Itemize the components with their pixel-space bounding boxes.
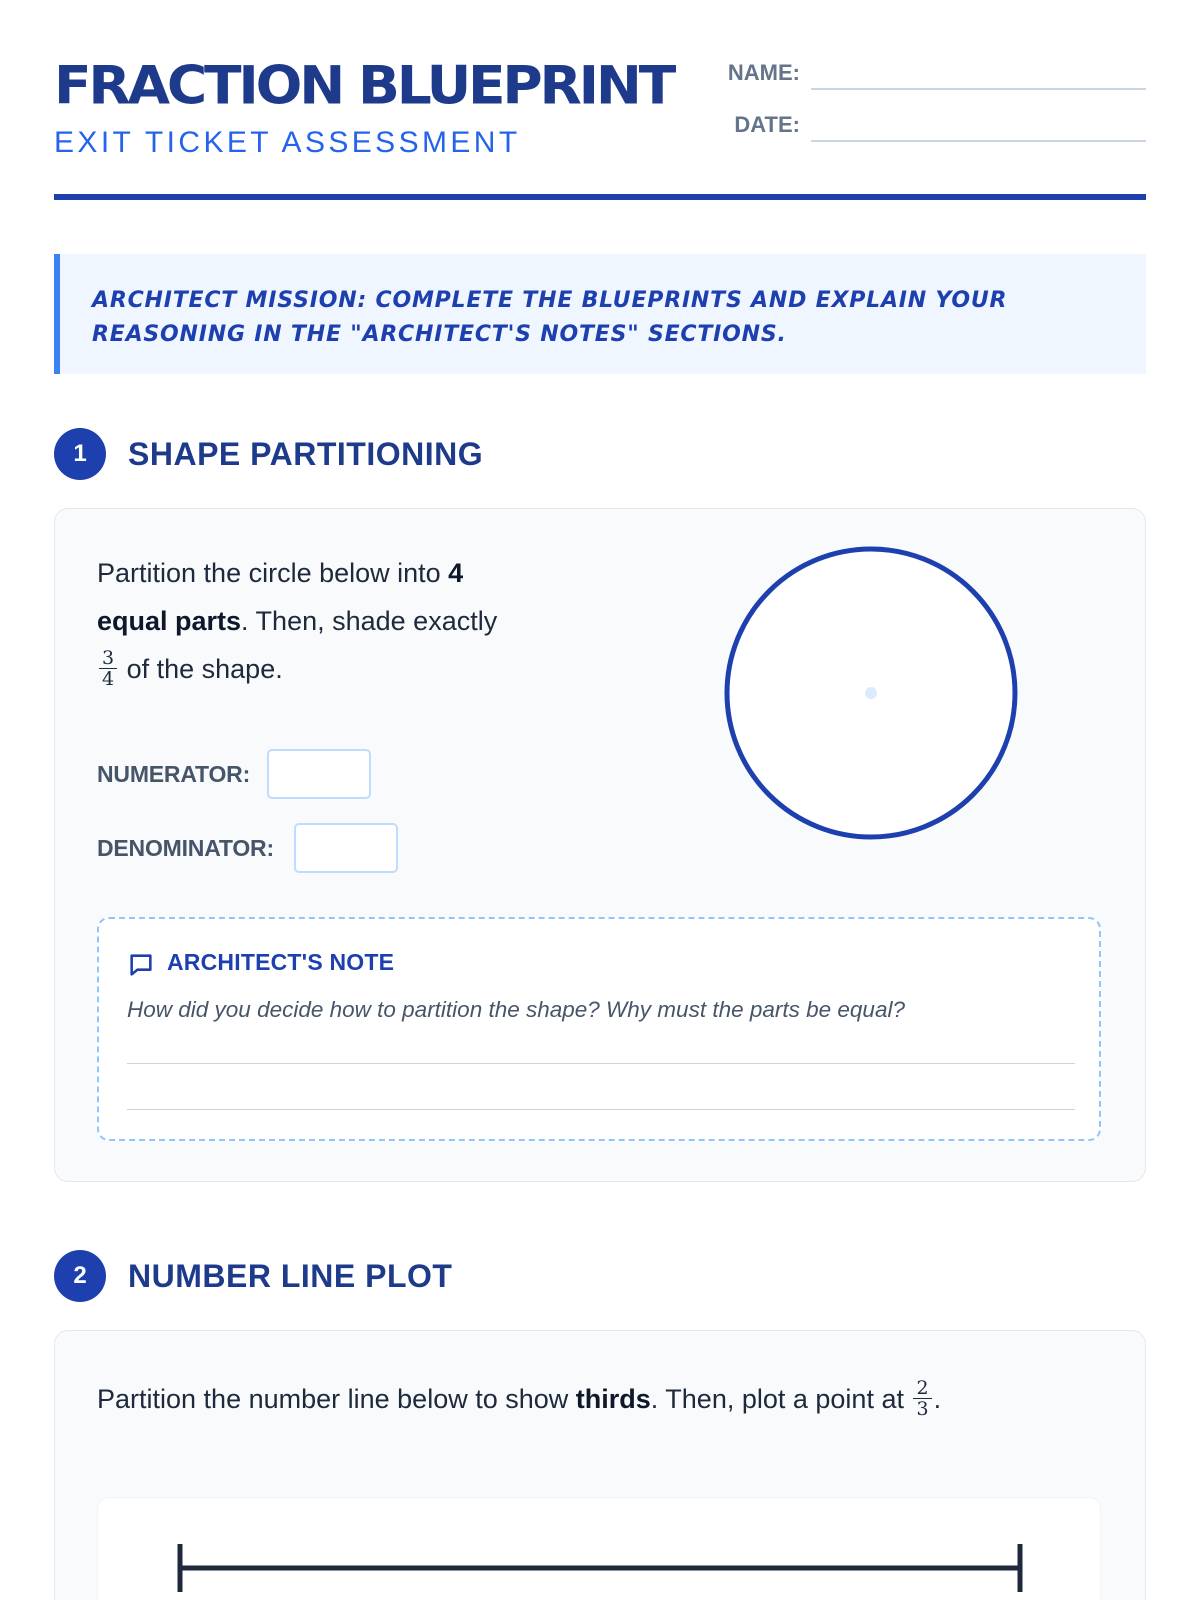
name-field[interactable] bbox=[811, 88, 1146, 90]
denominator-input[interactable] bbox=[294, 823, 398, 873]
page-title: FRACTION BLUEPRINT bbox=[54, 55, 674, 117]
prompt-text: Partition the number line below to show bbox=[97, 1384, 576, 1414]
section-1-badge: 1 bbox=[54, 428, 106, 480]
section-2-title: NUMBER LINE PLOT bbox=[128, 1258, 453, 1294]
prompt-text: Partition the circle below into bbox=[97, 558, 449, 588]
fraction-denominator: 3 bbox=[916, 1398, 929, 1421]
prompt-text: of the shape. bbox=[119, 654, 283, 684]
mission-line-2: REASONING IN THE "ARCHITECT'S NOTES" SECTIONS. bbox=[92, 322, 787, 347]
circle-center-dot bbox=[865, 687, 877, 699]
architects-note bbox=[97, 917, 1101, 1141]
prompt-bold-thirds: thirds bbox=[575, 1384, 651, 1414]
section-1-card bbox=[54, 508, 1146, 1182]
prompt-bold-count: 4 bbox=[448, 558, 464, 588]
note-question: How did you decide how to partition the shape? Why must the parts be equal? bbox=[127, 997, 905, 1022]
number-line[interactable] bbox=[98, 1498, 1102, 1600]
fraction-three-fourths bbox=[99, 648, 117, 689]
number-line-panel bbox=[97, 1497, 1101, 1600]
note-title: ARCHITECT'S NOTE bbox=[167, 949, 395, 975]
answer-line-2[interactable] bbox=[127, 1109, 1075, 1110]
numerator-input[interactable] bbox=[267, 749, 371, 799]
name-label: NAME: bbox=[727, 60, 800, 85]
speech-bubble-icon bbox=[127, 951, 155, 979]
prompt-text: . Then, shade exactly bbox=[241, 606, 498, 636]
prompt-text: . Then, plot a point at bbox=[650, 1384, 912, 1414]
section-1-prompt bbox=[97, 549, 617, 693]
page-subtitle: EXIT TICKET ASSESSMENT bbox=[54, 126, 521, 159]
mission-text bbox=[92, 284, 1052, 352]
answer-line-1[interactable] bbox=[127, 1063, 1075, 1064]
mission-banner bbox=[54, 254, 1146, 374]
fraction-two-thirds bbox=[913, 1378, 931, 1419]
section-2-badge: 2 bbox=[54, 1250, 106, 1302]
header-divider bbox=[54, 194, 1146, 200]
section-2-card bbox=[54, 1330, 1146, 1600]
denominator-label: DENOMINATOR: bbox=[97, 835, 274, 861]
prompt-bold-equal-parts: equal parts bbox=[97, 606, 242, 636]
date-label: DATE: bbox=[734, 112, 800, 137]
section-2-prompt bbox=[97, 1375, 1117, 1423]
section-1-title: SHAPE PARTITIONING bbox=[128, 436, 484, 472]
fraction-numerator: 3 bbox=[99, 648, 117, 669]
fraction-numerator: 2 bbox=[913, 1378, 931, 1399]
mission-line-1: ARCHITECT MISSION: COMPLETE THE BLUEPRINTS AND EXPLAIN YOUR bbox=[92, 288, 1008, 313]
prompt-text: . bbox=[933, 1384, 942, 1414]
section-2-header bbox=[54, 1250, 654, 1302]
numerator-label: NUMERATOR: bbox=[97, 761, 251, 787]
partition-circle[interactable] bbox=[721, 543, 1021, 843]
worksheet-header bbox=[54, 52, 1146, 202]
fraction-denominator: 4 bbox=[102, 668, 115, 691]
date-field[interactable] bbox=[811, 140, 1146, 142]
section-1-header bbox=[54, 428, 654, 480]
